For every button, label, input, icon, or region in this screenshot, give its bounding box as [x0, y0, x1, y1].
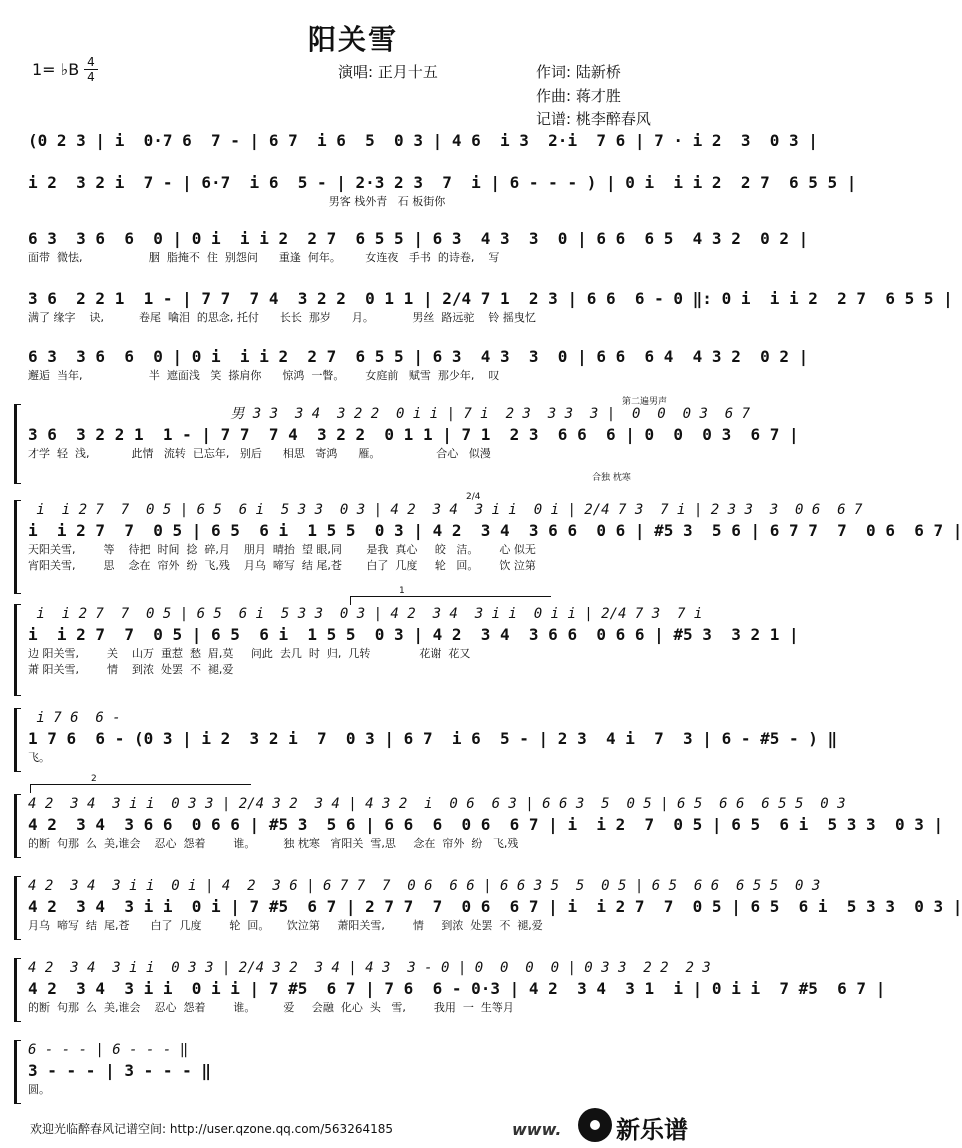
- composer-credit: 作曲: 蒋才胜: [536, 87, 621, 105]
- lyric-line: 的断 句那 么 美,谁会 忍心 怨着 谁。 爱 会融 化心 头 雪, 我用 一 生等月: [28, 1001, 514, 1014]
- transcriber-credit: 记谱: 桃李醉春风: [536, 110, 651, 128]
- lyric-line: 的断 句那 么 美,谁会 忍心 怨着 谁。 独 枕寒 宵阳关 雪,思 念在 帘外 纷 飞,残: [28, 837, 519, 850]
- notation-line: 1 7 6 6 - (0 3 | i 2 3 2 i 7 0 3 | 6 7 i 6 5 - | 2 3 4 i 7 3 | 6 - #5 - ) ‖: [28, 729, 838, 748]
- score-system-9: [28, 708, 838, 766]
- solo-hint-b: 合独 枕寒: [592, 473, 631, 483]
- score-system-5: [28, 346, 809, 384]
- notation-line: 6 3 3 6 6 0 | 0 i i i 2 2 7 6 5 5 | 6 3 4 3 3 0 | 6 6 6 5 4 3 2 0 2 |: [28, 229, 809, 248]
- upper-notation-line: 4 2 3 4 3 i i 0 3 3 | 2/4 3 2 3 4 | 4 3 3 - 0 | 0 0 0 0 | 0 3 3 2 2 2 3: [28, 960, 711, 976]
- score-system-4: [28, 288, 953, 326]
- upper-notation-line: i i 2 7 7 0 5 | 6 5 6 i 5 3 3 0 3 | 4 2 3 4 3 i i 0 i i | 2/4 7 3 7 i: [28, 606, 703, 622]
- lyric-line: 圆。: [28, 1083, 50, 1096]
- meter-bottom: 4: [87, 70, 95, 84]
- notation-line: 3 6 3 2 2 1 1 - | 7 7 7 4 3 2 2 0 1 1 | 7 1 2 3 6 6 6 | 0 0 0 3 6 7 |: [28, 425, 799, 444]
- lyric-line: 月乌 啼写 结 尾,苍 白了 几度 轮 回。 饮泣第 萧阳关雪, 情 到浓 处罢 不 褪,爱: [28, 919, 543, 932]
- score-system-13: [28, 1040, 682, 1098]
- notation-line: i i 2 7 7 0 5 | 6 5 6 i 1 5 5 0 3 | 4 2 3 4 3 6 6 0 6 | #5 3 5 6 | 6 7 7 7 0 6 6 7 |: [28, 521, 962, 540]
- notation-line: i 2 3 2 i 7 - | 6·7 i 6 5 - | 2·3 2 3 7 i | 6 - - - ) | 0 i i i 2 2 7 6 5 5 |: [28, 173, 857, 192]
- disc-icon: [578, 1108, 612, 1142]
- lyric-line: 边 阳关雪, 关 山万 重惹 愁 眉,莫 问此 去几 时 归, 几转 花谢 花又 萧 阳关雪, 情 到浓 处罢 不 褪,爱: [28, 647, 471, 676]
- notation-line: i i 2 7 7 0 5 | 6 5 6 i 1 5 5 0 3 | 4 2 3 4 3 6 6 0 6 6 | #5 3 3 2 1 |: [28, 625, 799, 644]
- staff-bracket: [14, 708, 21, 772]
- lyric-line: 面带 微怯, 胭 脂掩不 住 别怨问 重逢 何年。 女连夜 手书 的诗卷, 写: [28, 251, 500, 264]
- upper-notation-line: 4 2 3 4 3 i i 0 3 3 | 2/4 3 2 3 4 | 4 3 2 i 0 6 6 3 | 6 6 3 5 0 5 | 6 5 6 6 6 5 5 0 3: [28, 796, 846, 812]
- logo-www: www.: [512, 1120, 562, 1139]
- score-system-12: [28, 958, 886, 1016]
- score-system-6: [28, 404, 799, 462]
- singer-credit: 演唱: 正月十五: [338, 63, 438, 81]
- lyric-line: 男客 栈外青 石 板街你: [28, 195, 446, 208]
- meter-change-hint: 2/4: [466, 492, 481, 502]
- score-system-10: [28, 794, 944, 852]
- lyric-line: 满了 缘字 诀, 卷尾 噙泪 的思念, 托付 长长 那岁 月。 男丝 路远驼 铃 摇曳忆: [28, 311, 536, 324]
- score-system-3: [28, 228, 809, 266]
- lyric-line: 才学 轻 浅, 此情 流转 已忘年, 别后 相思 寄鸿 雁。 合心 似漫: [28, 447, 491, 460]
- volta-number: 1: [399, 586, 405, 596]
- meter-top: 4: [87, 55, 95, 69]
- lyric-line: 邂逅 当年, 半 遮面浅 笑 搽肩你 惊鸿 一瞥。 女庭前 赋雪 那少年, 叹: [28, 369, 500, 382]
- upper-notation-line: 6 - - - | 6 - - - ‖: [28, 1042, 189, 1058]
- upper-notation-line: i 7 6 6 -: [28, 710, 121, 726]
- volta-bracket-2: [30, 774, 251, 793]
- notation-line: 4 2 3 4 3 6 6 0 6 6 | #5 3 5 6 | 6 6 6 0 6 6 7 | i i 2 7 0 5 | 6 5 6 i 5 3 3 0 3 |: [28, 815, 944, 834]
- staff-bracket: [14, 404, 21, 484]
- notation-line: 6 3 3 6 6 0 | 0 i i i 2 2 7 6 5 5 | 6 3 4 3 3 0 | 6 6 6 4 4 3 2 0 2 |: [28, 347, 809, 366]
- lyric-line: 飞。: [28, 751, 50, 764]
- staff-bracket: [14, 876, 21, 940]
- footer-note: 欢迎光临醉春风记谱空间: http://user.qzone.qq.com/563264185: [30, 1122, 394, 1136]
- score-system-1: [28, 130, 818, 152]
- staff-bracket: [14, 1040, 21, 1104]
- score-system-2: [28, 172, 857, 210]
- time-signature: [84, 56, 98, 83]
- score-system-8: [28, 604, 799, 678]
- score-system-11: [28, 876, 962, 934]
- notation-line: 3 - - - | 3 - - - ‖: [28, 1061, 212, 1080]
- notation-line: 3 6 2 2 1 1 - | 7 7 7 4 3 2 2 0 1 1 | 2/4 7 1 2 3 | 6 6 6 - 0 ‖: 0 i i i 2 2 7 6 5 5 |: [28, 289, 953, 308]
- logo-brand: 新乐谱: [616, 1116, 688, 1144]
- upper-notation-line: i i 2 7 7 0 5 | 6 5 6 i 5 3 3 0 3 | 4 2 3 4 3 i i 0 i | 2/4 7 3 7 i | 2 3 3 3 0 6 6 7: [28, 502, 863, 518]
- notation-line: 4 2 3 4 3 i i 0 i | 7 #5 6 7 | 2 7 7 7 0 6 6 7 | i i 2 7 7 0 5 | 6 5 6 i 5 3 3 0 3 |: [28, 897, 962, 916]
- key-signature: 1= ♭B: [32, 60, 80, 79]
- upper-notation-line: 男 3 3 3 4 3 2 2 0 i i | 7 i 2 3 3 3 3 | 0 0 0 3 6 7: [28, 406, 751, 422]
- song-title: 阳关雪: [307, 23, 398, 56]
- lyricist-credit: 作词: 陆新桥: [536, 63, 621, 81]
- staff-bracket: [14, 604, 21, 696]
- notation-line: 4 2 3 4 3 i i 0 i i | 7 #5 6 7 | 7 6 6 - 0·3 | 4 2 3 4 3 1 i | 0 i i 7 #5 6 7 |: [28, 979, 886, 998]
- staff-bracket: [14, 794, 21, 858]
- volta-number: 2: [91, 774, 97, 784]
- score-system-7: [28, 500, 962, 574]
- staff-bracket: [14, 500, 21, 594]
- lyric-line: 天阳关雪, 等 待把 时间 捻 碎,月 朋月 晴抬 望 眼,同 是我 真心 皎 洁。 心 似无 宵阳关雪, 思 念在 帘外 纷 飞,残 月乌 啼写 结 尾,苍 白了 几度 轮 回。 饮 泣第: [28, 543, 536, 572]
- upper-notation-line: 4 2 3 4 3 i i 0 i | 4 2 3 6 | 6 7 7 7 0 6 6 6 | 6 6 3 5 5 0 5 | 6 5 6 6 6 5 5 0 3: [28, 878, 821, 894]
- notation-line: (0 2 3 | i 0·7 6 7 - | 6 7 i 6 5 0 3 | 4 6 i 3 2·i 7 6 | 7 · i 2 3 0 3 |: [28, 131, 818, 150]
- staff-bracket: [14, 958, 21, 1022]
- site-logo[interactable]: [512, 1108, 702, 1144]
- second-male-hint: 第二遍男声: [622, 397, 668, 407]
